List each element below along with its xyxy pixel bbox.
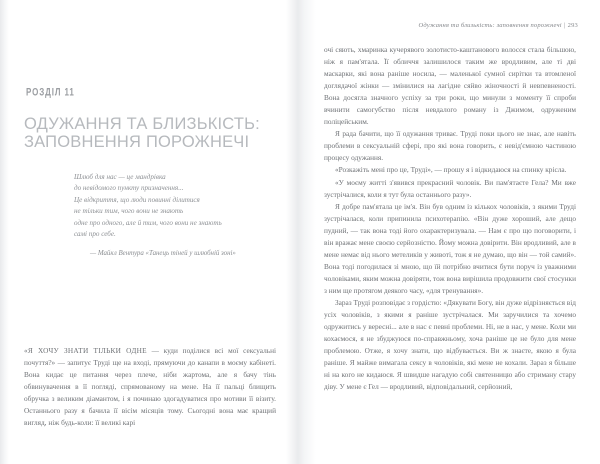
page-number: 293	[567, 22, 578, 29]
paragraph: Я добре пам'ятала це ім'я. Він був одним із кількох чоловіків, з якими Труді зустрічалася, коли припинила психотерапію. «Він дуже хороший, але дещо пудний, — так вона тоді його охарактеризувала. — Нам є про що поговорити, і він вражає мене своєю серйозністю. Йому можна довірити. Він вродливий, але в мене немає від нього метеликів у животі, тож я не думаю, що він — той самий». Вона тоді погодилася зі мною, що їй потрібно вчитися бути поруч із уважними чоловіками, яким можна довіряти, тож вона вирішила продовжити свої стосунки з ним ще протягом деякого часу, «для тренування».	[324, 201, 576, 295]
chapter-title-line-2: ЗАПОВНЕННЯ ПОРОЖНЕЧІ	[24, 133, 250, 151]
paragraph-opening	[24, 345, 276, 429]
running-head-title: Одужання та близькість: заповнення порожнечі	[418, 22, 562, 29]
right-page	[300, 0, 600, 464]
chapter-title	[24, 115, 276, 151]
running-head	[419, 22, 578, 29]
epigraph-line: до невідомого пункту призначення...	[74, 184, 184, 193]
left-column-body	[24, 345, 276, 429]
right-column-body	[324, 44, 576, 393]
paragraph: Зараз Труді розповідає з гордістю: «Дякувати Богу, він дуже відрізняється від усіх чоловіків, з якими я раніше зустрічалася. Ми заручилися та хочемо одружитись у вересні... але в нас є певні проблеми. Ні, не в нас, у мене. Коли ми кохаємося, я не збуджуюся по-справжньому, хоча раніше це не було для мене проблемою. Отже, я хочу знати, що відбувається. Ви ж знаєте, якою я була раніше. Я майже вимагала сексу в чоловіків, які мене не кохали. Зараз я більше ні на кого не кидаюся. Я швидше нагадую собі святенницю або стриману стару діву. У мене є Гел — вродливий, відповідальний, серйозний,	[324, 297, 576, 392]
epigraph-line: самі про себе.	[74, 230, 116, 239]
paragraph: очі сяють, хмаринка кучерявого золотисто-каштанового волосся стала більшою, ніж я пам'ятала. Її обличчя залишилося таким же вродливим, але ті дві маскарки, які вона раніше носила, — маленької сумної сирітки та втомленої доглядачої жінки — змінилися на лагідне сяйво жіночності й невпевненості. Вона досягла значного успіху за три роки, що минули з моменту її спроби вчинити самогубство після невдалого роману із Джимом, одруженим поліцейським.	[324, 45, 576, 127]
opening-small-caps: «Я ХОЧУ ЗНАТИ ТІЛЬКИ ОДНЕ	[24, 346, 147, 355]
opening-rest: — куди поділися всі мої сексуальні почуття?» — запитує Труді ще на вході, прямуючи до канапи в моєму кабінеті. Вона кидає це питання через плече, ніби жартома, але я бачу тінь обвинувачення в її погляді, спрямованому на мене. На її пальці блищить обручка з великим діамантом, і я починаю здогадуватися про мотиви її візиту. Останнього разу я бачила її вісім місяців тому. Сьогодні вона має кращий вигляд, ніж будь-коли: її великі карі	[24, 346, 276, 428]
chapter-title-line-1: ОДУЖАННЯ ТА БЛИЗЬКІСТЬ:	[24, 115, 260, 133]
epigraph-line: Шлюб для нас — це мандрівка	[74, 173, 166, 181]
paragraph: «У моєму житті з'явився прекрасний чоловік. Ви пам'ятаєте Гела? Ми вже зустрічалися, коли я тут була останнього разу».	[324, 177, 576, 199]
epigraph-block	[74, 172, 279, 260]
running-head-separator: |	[563, 22, 566, 29]
epigraph-attribution: — Майкл Вентура «Танець тіней у шлюбній зоні»	[90, 250, 236, 258]
paragraph: Я рада бачити, що її одужання триває. Труді поки цього не знає, але навіть проблеми в сексуальній сфері, про які вона говорить, є невід'ємною частиною процесу одужання.	[324, 129, 576, 163]
epigraph-line: одне про одного, але й тим, чого вони не знають	[74, 218, 222, 227]
epigraph-line: не тільки тим, чого вони не знають	[74, 207, 184, 216]
book-gutter-shadow	[286, 0, 316, 464]
paragraph: «Розкажіть мені про це, Труді», — прошу я і відкидаюся на спинку крісла.	[335, 165, 567, 175]
epigraph-line: Це відкриття, що люди повинні ділитися	[74, 195, 200, 204]
chapter-number-label: РОЗДІЛ 11	[26, 86, 75, 99]
